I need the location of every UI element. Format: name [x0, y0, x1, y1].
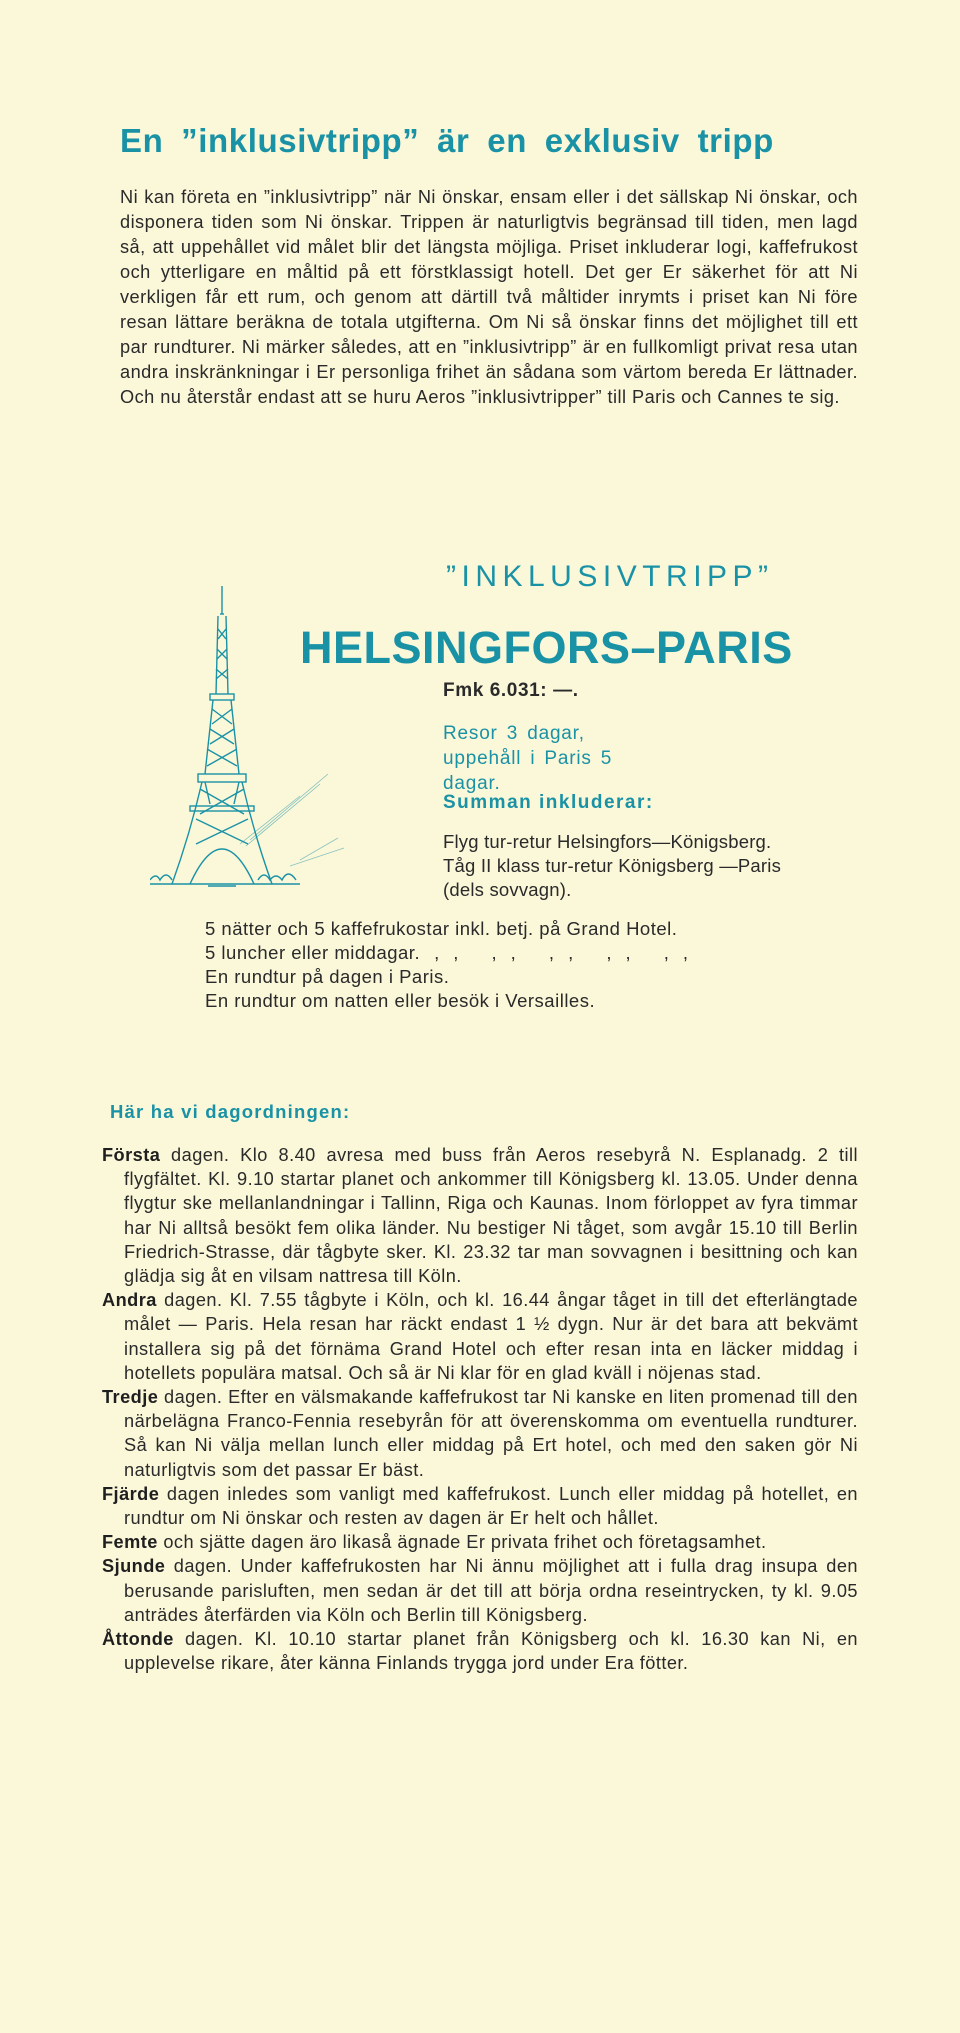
included-item-text: 5 luncher eller middagar.: [205, 942, 421, 963]
schedule-list: [102, 1143, 858, 1675]
ditto-marks: ,, ,, ,, ,, ,,: [434, 942, 703, 963]
includes-heading: Summan inkluderar:: [443, 792, 654, 813]
day-text: dagen inledes som vanligt med kaffefrukost. Lunch eller middag på hotellet, en rundtur om Ni önskar och resten av dagen är Er helt och hållet.: [124, 1483, 858, 1529]
included-item: En rundtur på dagen i Paris.: [205, 966, 450, 987]
day-name: Första: [102, 1145, 161, 1165]
day-name: Sjunde: [102, 1556, 166, 1577]
day-text: och sjätte dagen äro likaså ägnade Er privata frihet och företagsamhet.: [157, 1532, 767, 1553]
route-title: HELSINGFORS–PARIS: [300, 622, 793, 673]
trip-tag: ”INKLUSIVTRIPP”: [446, 560, 774, 593]
travel-line: Flyg tur-retur Helsingfors—Königsberg.: [443, 831, 772, 852]
intro-paragraph: Ni kan företa en ”inklusivtripp” när Ni önskar, ensam eller i det sällskap Ni önskar, och disponera tiden som Ni önskar. Trippen är naturligtvis begränsad till tiden, men lagd så, att uppehållet vid målet blir det längsta möjliga. Priset inkluderar logi, kaffefrukost och ytterligare en måltid på ett förstklassigt hotell. Det ger Er säkerhet för att Ni verkligen får ett rum, och genom att därtill två måltider inrymts i priset kan Ni före resan lättare beräkna de totala utgifterna. Om Ni så önskar finns det möjlighet till ett par rundturer. Ni märker således, att en ”inklusivtripp” är en fullkomligt privat resa utan andra inskränkningar i Er personliga frihet än sådana som värtom bereda Er lättnader. Och nu återstår endast att se huru Aeros ”inklusivtripper” till Paris och Cannes te sig.: [120, 187, 858, 407]
day-text: dagen. Klo 8.40 avresa med buss från Aeros resebyrå N. Esplanadg. 2 till flygfältet. Kl. 9.10 startar planet och ankommer till Königsberg kl. 13.05. Under denna flygtur ske mellanlandningar i Tallinn, Riga och Kaunas. Inom förloppet av fyra timmar har Ni alltså besökt fem olika länder. Nu bestiger Ni tåget, som avgår 15.10 till Berlin Friedrich-Strasse, där tågbyte sker. Kl. 23.32 tar man sovvagnen i besittning och kan glädja sig åt en vilsam nattresa till Köln.: [124, 1145, 858, 1287]
day-text: dagen. Kl. 7.55 tågbyte i Köln, och kl. 16.44 ångar tåget in till det efterlängtade målet — Paris. Hela resan har räckt endast 1 ½ dygn. Nur är det bara att bekvämt installera sig på det förnäma Grand Hotel och efter resan inta en läcker middag i hotellets populära matsal. Och så är Ni klar för en glad kväll i nöjenas stad.: [124, 1290, 858, 1383]
day-name: Andra: [102, 1290, 157, 1311]
day-name: Femte: [102, 1532, 158, 1553]
page-title: En ”inklusivtripp” är en exklusiv tripp: [120, 122, 774, 159]
schedule-day: [102, 1385, 858, 1482]
day-text: dagen. Kl. 10.10 startar planet från Königsberg och kl. 16.30 kan Ni, en upplevelse rikare, åter känna Finlands trygga jord under Era fötter.: [124, 1629, 858, 1674]
schedule-day: [102, 1143, 858, 1288]
price: Fmk 6.031: —.: [443, 680, 579, 701]
travel-line: (dels sovvagn).: [443, 879, 572, 900]
included-item: 5 nätter och 5 kaffefrukostar inkl. betj. på Grand Hotel.: [205, 918, 678, 939]
schedule-day: [102, 1288, 858, 1385]
included-item: En rundtur om natten eller besök i Versailles.: [205, 990, 596, 1011]
schedule-day: [102, 1530, 858, 1554]
day-text: dagen. Under kaffefrukosten har Ni ännu möjlighet att i fulla drag insupa den berusande parisluften, men sedan är det till att börja ordna reseintrycken, ty kl. 9.05 anträdes återfärden via Köln och Berlin till Königsberg.: [124, 1556, 858, 1625]
schedule-day: [102, 1627, 858, 1675]
included-list: [205, 917, 865, 1013]
stay-duration: Resor 3 dagar, uppehåll i Paris 5 dagar.: [443, 723, 613, 794]
schedule-day: [102, 1482, 858, 1530]
included-item: [205, 941, 865, 965]
travel-list: [443, 830, 863, 902]
day-name: Fjärde: [102, 1483, 160, 1504]
day-name: Tredje: [102, 1387, 159, 1408]
schedule-heading: Här ha vi dagordningen:: [110, 1101, 351, 1122]
day-text: dagen. Efter en välsmakande kaffefrukost tar Ni kanske en liten promenad till den närbelägna Franco-Fennia resebyrån för att överenskomma om eventuella rundturer. Så kan Ni välja mellan lunch eller middag på Ert hotel, och med den saken gör Ni naturligtvis som det passar Er bäst.: [124, 1387, 858, 1480]
schedule-day: [102, 1554, 858, 1627]
travel-line: Tåg II klass tur-retur Königsberg —Paris: [443, 855, 782, 876]
day-name: Åttonde: [102, 1629, 174, 1650]
